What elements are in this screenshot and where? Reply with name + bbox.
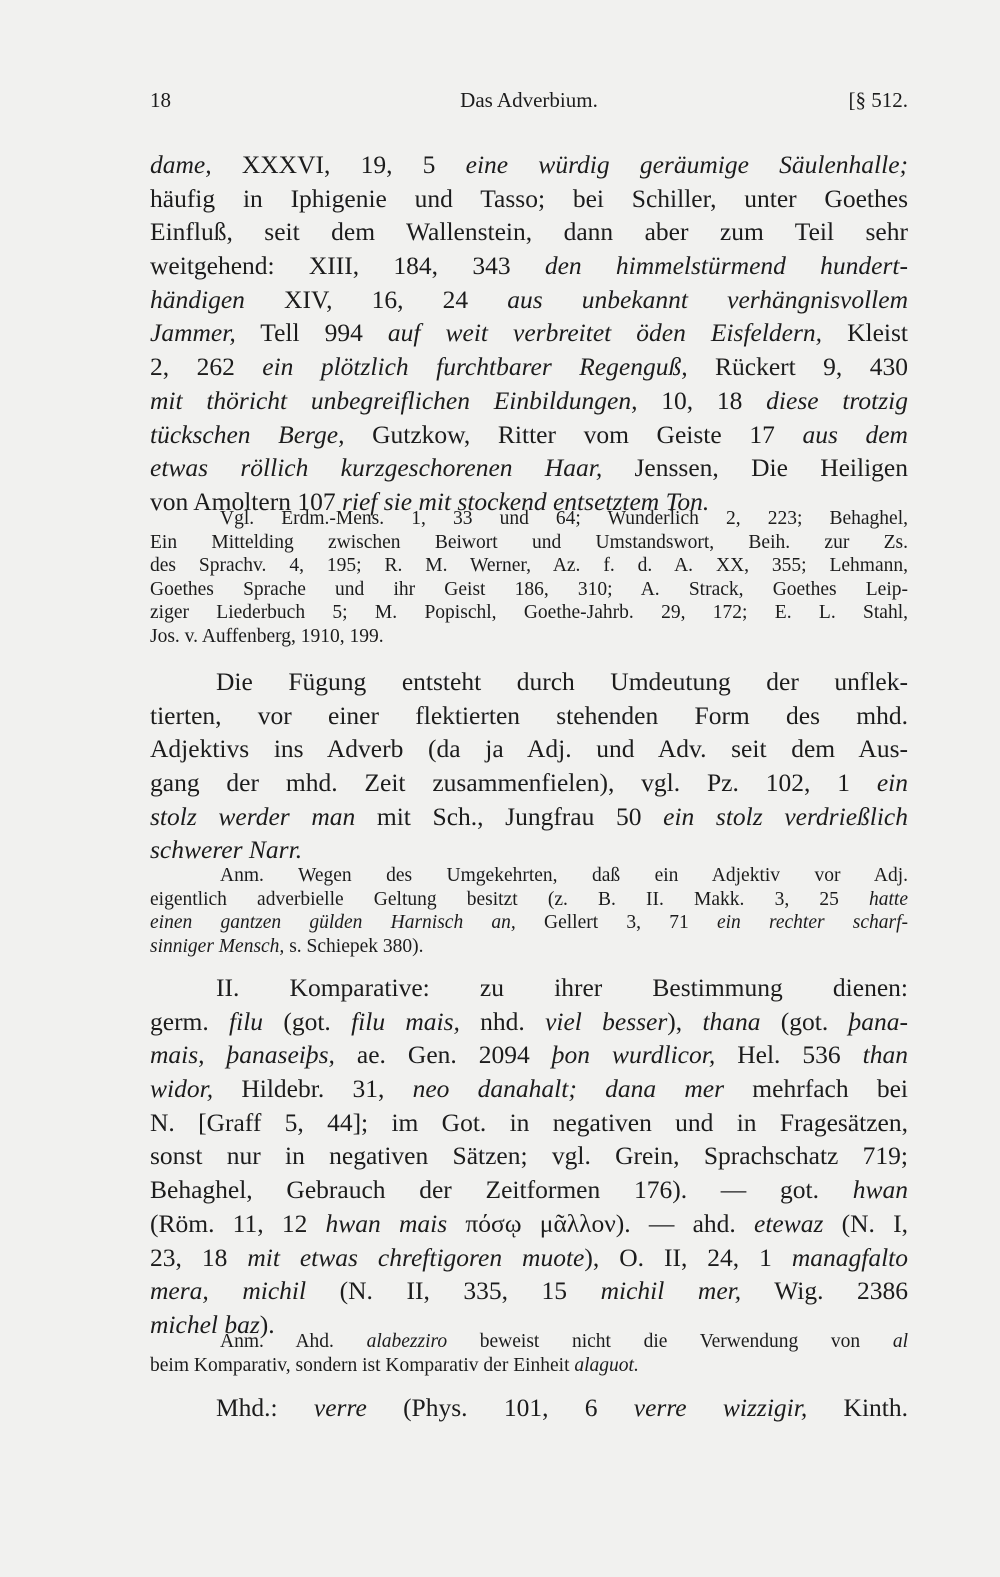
text-segment: Jenssen, Die Heiligen xyxy=(602,453,908,483)
text-line xyxy=(150,148,908,182)
italic-text: alaguot. xyxy=(574,1354,639,1376)
text-segment: (got. xyxy=(760,1006,849,1036)
italic-text: dana mer xyxy=(605,1074,725,1104)
italic-text: al xyxy=(892,1331,908,1352)
text-segment: Hildebr. 31, xyxy=(213,1074,413,1104)
text-line xyxy=(150,1330,908,1354)
italic-text: mais, þanaseiþs, xyxy=(150,1040,335,1070)
italic-text: aus dem xyxy=(802,419,908,449)
text-segment: des Sprachv. 4, 195; R. M. Werner, Az. f. d. A. XX, 355; Lehmann, xyxy=(150,555,908,576)
text-segment: Behaghel, Gebrauch der Zeitformen 176). — got. xyxy=(150,1175,853,1205)
text-segment: mehrfach bei xyxy=(724,1074,908,1104)
text-segment: N. [Graff 5, 44]; im Got. in negativen und in Fragesätzen, xyxy=(150,1107,908,1137)
italic-text: verre wizzigir, xyxy=(633,1393,808,1422)
text-line xyxy=(150,800,908,834)
text-line xyxy=(150,1173,908,1207)
italic-text: widor, xyxy=(150,1074,214,1104)
text-segment: Gellert 3, 71 xyxy=(515,912,717,933)
italic-text: þon wurdlicor, xyxy=(551,1040,716,1070)
italic-text: schwerer Narr. xyxy=(150,835,303,865)
text-line xyxy=(150,384,908,418)
text-line xyxy=(150,507,908,531)
italic-text: etewaz xyxy=(754,1208,824,1238)
italic-text: filu mais, xyxy=(351,1006,460,1036)
text-segment: (N. II, 335, 15 xyxy=(306,1276,601,1306)
text-segment: Vgl. Erdm.-Mens. 1, 33 und 64; Wunderlich 2, 223; Behaghel, xyxy=(220,508,908,529)
text-segment: häufig in Iphigenie und Tasso; bei Schiller, unter Goethes xyxy=(150,183,908,213)
italic-text: managfalto xyxy=(791,1242,908,1272)
text-line xyxy=(150,1354,908,1378)
main-paragraph xyxy=(150,971,908,1342)
italic-text: ein plötzlich furchtbarer Regenguß, xyxy=(262,352,688,382)
page-number: 18 xyxy=(150,88,171,112)
text-segment: ). xyxy=(259,1309,275,1339)
text-line xyxy=(150,625,908,649)
italic-text: þana- xyxy=(848,1006,908,1036)
text-line xyxy=(150,1106,908,1140)
text-segment: 23, 18 xyxy=(150,1242,248,1272)
italic-text: sinniger Mensch, xyxy=(150,935,285,957)
text-segment: Gutzkow, Ritter vom Geiste 17 xyxy=(344,419,803,449)
text-line xyxy=(150,699,908,733)
text-segment: ), O. II, 24, 1 xyxy=(584,1242,792,1272)
italic-text: thana xyxy=(702,1006,761,1036)
italic-text: einen gantzen gülden Harnisch an, xyxy=(150,912,516,933)
text-line xyxy=(150,1207,908,1241)
text-line xyxy=(150,418,908,452)
text-segment: II. Komparative: zu ihrer Bestimmung dienen: xyxy=(216,973,908,1002)
text-line xyxy=(150,215,908,249)
running-title: Das Adverbium. xyxy=(460,88,598,112)
text-line xyxy=(150,766,908,800)
text-line xyxy=(150,1139,908,1173)
text-segment: Rückert 9, 430 xyxy=(687,352,908,382)
text-line xyxy=(150,554,908,578)
text-line xyxy=(150,935,908,959)
italic-text: michil mer, xyxy=(600,1276,742,1306)
text-line xyxy=(150,531,908,555)
italic-text: filu xyxy=(229,1006,264,1036)
text-line xyxy=(150,316,908,350)
text-segment: germ. xyxy=(150,1006,230,1036)
text-segment xyxy=(577,1074,605,1103)
text-line xyxy=(150,350,908,384)
italic-text: hwan mais xyxy=(325,1208,448,1238)
text-segment: Anm. Ahd. xyxy=(220,1331,367,1352)
italic-text: etwas röllich kurzgeschorenen Haar, xyxy=(150,453,603,483)
text-segment: 10, 18 xyxy=(637,385,767,415)
text-segment: Mhd.: xyxy=(216,1393,314,1422)
italic-text: tückschen Berge, xyxy=(150,419,345,449)
note-paragraph xyxy=(150,1330,908,1377)
main-paragraph xyxy=(150,665,908,867)
text-segment: Wig. 2386 xyxy=(741,1276,908,1306)
italic-text: michel baz xyxy=(150,1309,260,1339)
text-segment: ae. Gen. 2094 xyxy=(334,1040,552,1070)
italic-text: ein stolz verdrießlich xyxy=(663,801,908,831)
italic-text: mit etwas chreftigoren muote xyxy=(247,1242,585,1272)
text-segment: Anm. Wegen des Umgekehrten, daß ein Adjektiv vor Adj. xyxy=(220,865,908,886)
italic-text: eine würdig geräumige Säulenhalle; xyxy=(465,150,908,179)
text-line xyxy=(150,888,908,912)
text-line xyxy=(150,1391,908,1425)
text-segment: tierten, vor einer flektierten stehenden Form des mhd. xyxy=(150,700,908,730)
text-segment: (N. I, xyxy=(823,1208,908,1238)
italic-text: hatte xyxy=(869,888,908,910)
italic-text: alabezziro xyxy=(366,1331,448,1352)
text-segment: beim Komparativ, sondern ist Komparativ der Einheit xyxy=(150,1354,575,1376)
italic-text: mit thöricht unbegreiflichen Einbildungen, xyxy=(150,385,638,415)
text-line xyxy=(150,451,908,485)
text-segment: Kleist xyxy=(822,318,908,348)
text-segment: Hel. 536 xyxy=(715,1040,863,1070)
italic-text: verre xyxy=(313,1393,367,1422)
text-line xyxy=(150,833,908,867)
text-segment: mit Sch., Jungfrau 50 xyxy=(355,801,664,831)
text-segment: Jos. v. Auffenberg, 1910, 199. xyxy=(150,625,384,647)
italic-text: auf weit verbreitet öden Eisfeldern, xyxy=(387,318,823,348)
text-segment: Tell 994 xyxy=(235,318,388,348)
italic-text: rief sie mit stockend entsetztem Ton. xyxy=(341,486,710,516)
italic-text: dame, xyxy=(150,150,212,179)
text-line xyxy=(150,911,908,935)
italic-text: than xyxy=(862,1040,908,1070)
text-line xyxy=(150,971,908,1005)
italic-text: ein xyxy=(876,768,908,798)
text-line xyxy=(150,249,908,283)
text-segment: sonst nur in negativen Sätzen; vgl. Grein, Sprachschatz 719; xyxy=(150,1141,908,1171)
text-line xyxy=(150,1241,908,1275)
text-line xyxy=(150,1274,908,1308)
running-header xyxy=(150,88,908,118)
text-segment: XXXVI, 19, 5 xyxy=(211,150,466,179)
italic-text: ein rechter scharf- xyxy=(716,912,908,933)
italic-text: aus unbekannt verhängnisvollem xyxy=(507,284,908,314)
text-segment: (Röm. 11, 12 xyxy=(150,1208,326,1238)
text-segment: (Phys. 101, 6 xyxy=(366,1393,634,1422)
text-segment: Kinth. xyxy=(807,1393,908,1422)
text-line xyxy=(150,665,908,699)
text-line xyxy=(150,1005,908,1039)
text-segment: Ein Mittelding zwischen Beiwort und Umstandswort, Beih. zur Zs. xyxy=(150,531,908,553)
text-line xyxy=(150,182,908,216)
text-segment: (got. xyxy=(263,1006,352,1036)
text-segment: nhd. xyxy=(459,1006,546,1036)
text-segment: von Amoltern 107 xyxy=(150,486,342,516)
text-segment: Einfluß, seit dem Wallenstein, dann aber zum Teil sehr xyxy=(150,217,908,247)
italic-text: viel besser xyxy=(545,1006,668,1036)
text-segment: XIV, 16, 24 xyxy=(244,284,508,314)
section-number: [§ 512. xyxy=(848,88,908,112)
text-line xyxy=(150,578,908,602)
main-paragraph xyxy=(150,148,908,519)
text-segment: 2, 262 xyxy=(150,352,263,382)
italic-text: stolz werder man xyxy=(150,801,356,831)
note-paragraph xyxy=(150,507,908,648)
italic-text: mera, michil xyxy=(150,1276,307,1306)
italic-text: diese trotzig xyxy=(766,385,908,415)
text-segment: Die Fügung entsteht durch Umdeutung der unflek- xyxy=(216,667,908,696)
text-segment: Goethes Sprache und ihr Geist 186, 310; A. Strack, Goethes Leip- xyxy=(150,578,908,600)
text-segment: ), xyxy=(667,1006,703,1036)
text-segment: eigentlich adverbielle Geltung besitzt (z. B. II. Makk. 3, 25 xyxy=(150,888,869,910)
italic-text: händigen xyxy=(150,284,245,314)
text-segment: gang der mhd. Zeit zusammenfielen), vgl. Pz. 102, 1 xyxy=(150,768,877,798)
italic-text: den himmelstürmend hundert- xyxy=(544,251,908,281)
text-segment: ziger Liederbuch 5; M. Popischl, Goethe-Jahrb. 29, 172; E. L. Stahl, xyxy=(150,602,908,623)
text-line xyxy=(150,1072,908,1106)
text-segment: πόσῳ μᾶλλον). — ahd. xyxy=(447,1208,755,1238)
text-line xyxy=(150,732,908,766)
text-segment: weitgehend: XIII, 184, 343 xyxy=(150,251,545,281)
main-paragraph xyxy=(150,1391,908,1425)
note-paragraph xyxy=(150,864,908,958)
italic-text: hwan xyxy=(852,1175,908,1205)
text-line xyxy=(150,283,908,317)
text-segment: s. Schiepek 380). xyxy=(284,935,424,957)
text-segment: beweist nicht die Verwendung von xyxy=(447,1331,893,1352)
text-segment: Adjektivs ins Adverb (da ja Adj. und Adv. seit dem Aus- xyxy=(150,734,908,764)
italic-text: neo danahalt; xyxy=(412,1074,577,1104)
text-line xyxy=(150,864,908,888)
text-line xyxy=(150,1038,908,1072)
text-line xyxy=(150,601,908,625)
italic-text: Jammer, xyxy=(150,318,236,348)
